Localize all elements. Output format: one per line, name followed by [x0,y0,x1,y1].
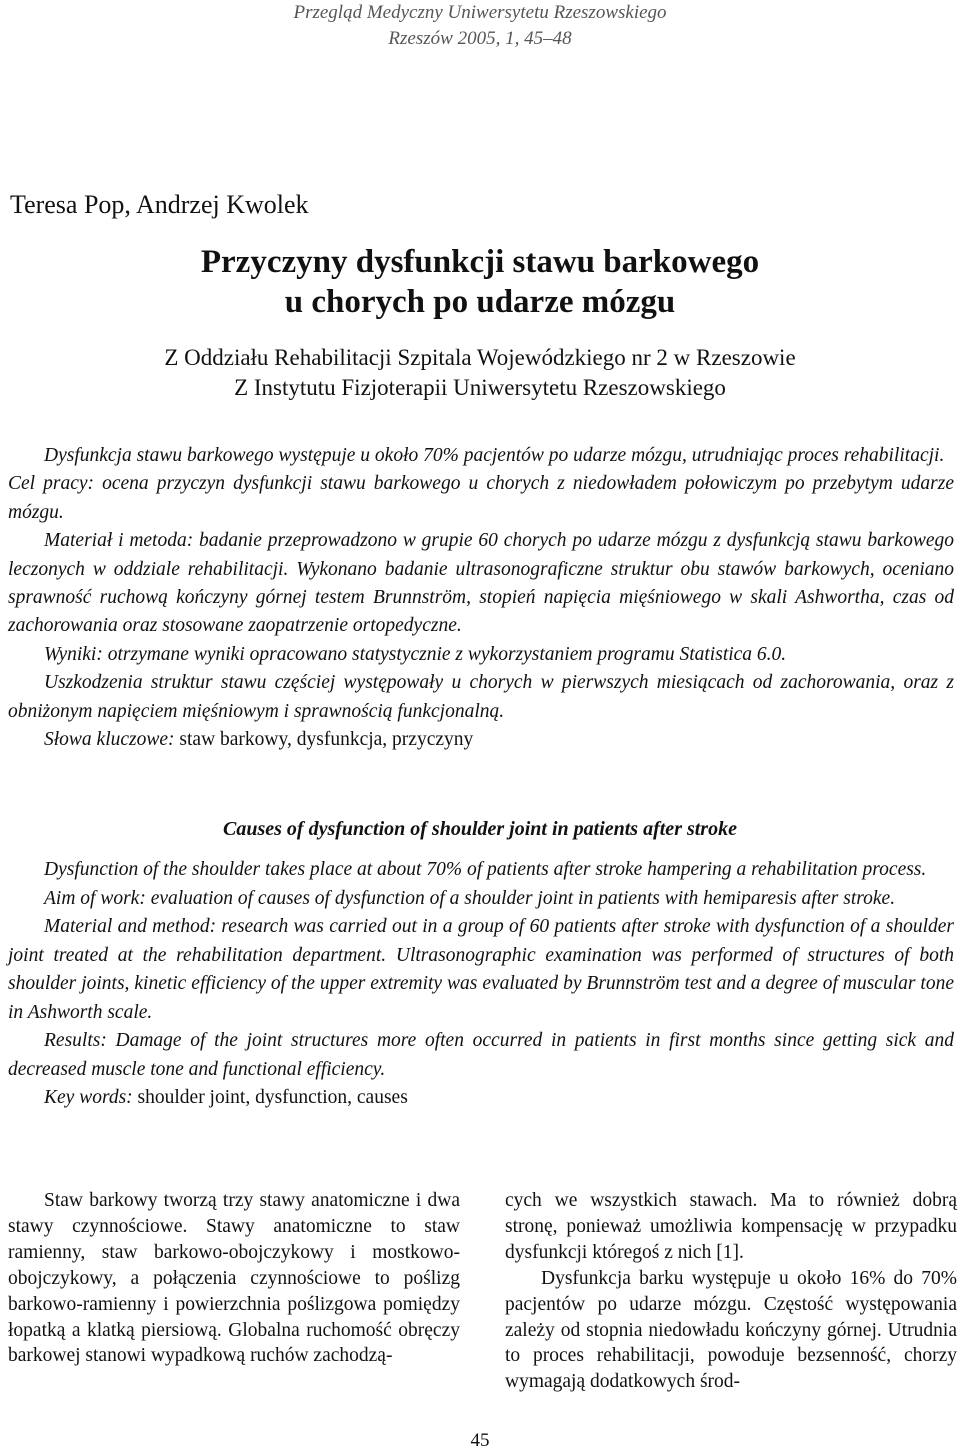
journal-issue: Rzeszów 2005, 1, 45–48 [388,28,572,49]
abstract-en-keywords [8,1084,954,1113]
abstract-en-intro: Dysfunction of the shoulder takes place at about 70% of patients after stroke hampering a rehabilitation process. [44,859,927,880]
body-right-paragraph-1: cych we wszystkich stawach. Ma to również dobrą stronę, ponieważ umożliwia kompensację w przypadku dysfunkcji któregoś z nich [1]. [505,1190,957,1263]
english-title: Causes of dysfunction of shoulder joint in patients after stroke [223,818,737,840]
affiliations [0,343,960,403]
abstract-pl-aim: Cel pracy: ocena przyczyn dysfunkcji stawu barkowego u chorych z niedowładem połowiczym po przebytym udarze mózgu. [8,473,954,523]
abstract-pl-method: Materiał i metoda: badanie przeprowadzono w grupie 60 chorych po udarze mózgu z dysfunkcją stawu barkowego leczonych w oddziale rehabilitacji. Wykonano badanie ultrasonograficzne struktur obu stawów barkowych, oceniano sprawność ruchową kończyny górnej testem Brunnström, stopień napięcia mięśniowego w skali Ashwortha, czas od zachorowania oraz stosowane zaopatrzenie ortopedyczne. [8,530,954,637]
body-right-paragraph-2: Dysfunkcja barku występuje u około 16% do 70% pacjentów po udarze mózgu. Częstość występowania zależy od stopnia niedowładu kończyny górnej. Utrudnia to proces rehabilitacji, powoduje bezsenność, chorzy wymagają dodatkowych środ- [505,1267,957,1393]
affiliation-1: Z Oddziału Rehabilitacji Szpitala Wojewódzkiego nr 2 w Rzeszowie [164,345,796,370]
keywords-pl: staw barkowy, dysfunkcja, przyczyny [174,729,474,751]
keywords-en: shoulder joint, dysfunction, causes [132,1087,408,1108]
body-column-right [505,1188,957,1395]
keywords-label-pl: Słowa kluczowe: [44,729,175,751]
journal-name: Przegląd Medyczny Uniwersytetu Rzeszowskiego [293,2,667,23]
abstract-en-method: Material and method: research was carried out in a group of 60 patients after stroke with dysfunction of a shoulder joint treated at the rehabilitation department. Ultrasonographic examination was performed of structures of both shoulder joints, kinetic efficiency of the upper extremity was evaluated by Brunnström test and a degree of muscular tone in Ashworth scale. [8,916,954,1023]
abstract-pl-results: Wyniki: otrzymane wyniki opracowano statystycznie z wykorzystaniem programu Statistica 6.0. [44,643,787,665]
abstract-en-aim: Aim of work: evaluation of causes of dysfunction of a shoulder joint in patients with hemiparesis after stroke. [44,887,896,909]
abstract-pl-keywords [8,726,954,754]
abstract-english [8,856,954,1113]
body-column-left [8,1188,460,1369]
page-number: 45 [470,1430,490,1451]
abstract-polish [8,442,954,754]
body-left-paragraph: Staw barkowy tworzą trzy stawy anatomiczne i dwa stawy czynnościowe. Stawy anatomiczne to staw ramienny, staw barkowo-obojczykowy i mostkowo-obojczykowy, a połączenia czynnościowe to poślizg barkowo-ramienny i powierzchnia poślizgowa pomiędzy łopatką a klatką piersiową. Globalna ruchomość obręczy barkowej stanowi wypadkową ruchów zachodzą- [8,1190,460,1367]
abstract-en-results: Results: Damage of the joint structures more often occurred in patients in first months since getting sick and decreased muscle tone and functional efficiency. [8,1030,954,1080]
abstract-pl-intro: Dysfunkcja stawu barkowego występuje u około 70% pacjentów po udarze mózgu, utrudniając proces rehabilitacji. [44,445,945,466]
affiliation-2: Z Instytutu Fizjoterapii Uniwersytetu Rzeszowskiego [234,375,726,400]
journal-header [0,0,960,52]
article-title [0,242,960,322]
abstract-pl-conclusions: Uszkodzenia struktur stawu częściej występowały u chorych w pierwszych miesiącach od zachorowania, oraz z obniżonym napięciem mięśniowym i sprawnością funkcjonalną. [8,672,954,722]
title-line-1: Przyczyny dysfunkcji stawu barkowego [200,244,760,280]
title-line-2: u chorych po udarze mózgu [284,284,676,320]
keywords-label-en: Key words: [44,1087,133,1108]
authors: Teresa Pop, Andrzej Kwolek [10,190,309,219]
